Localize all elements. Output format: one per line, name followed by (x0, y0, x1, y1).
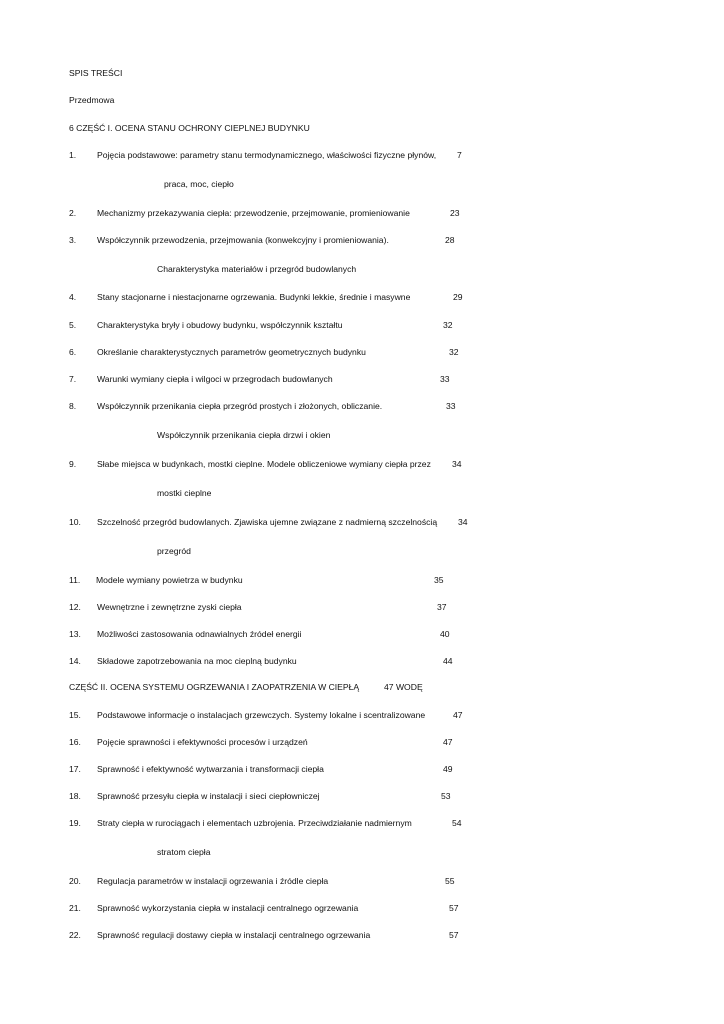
toc-entry-page: 49 (443, 764, 453, 774)
part2-heading: CZĘŚĆ II. OCENA SYSTEMU OGRZEWANIA I ZAOPATRZENIA W CIEPŁĄ (69, 682, 360, 692)
toc-entry-page: 33 (446, 401, 456, 411)
toc-entry-title: Współczynnik przewodzenia, przejmowania (konwekcyjny i promieniowania). (97, 235, 389, 245)
toc-entry-title: Współczynnik przenikania ciepła przegród prostych i złożonych, obliczanie. (97, 401, 383, 411)
toc-entry-title: Pojęcie sprawności i efektywności procesów i urządzeń (97, 737, 308, 747)
toc-entry-number: 7. (69, 374, 77, 384)
toc-entry-number: 4. (69, 292, 77, 302)
toc-entry-title-continuation: Charakterystyka materiałów i przegród budowlanych (157, 264, 357, 274)
toc-entry-number: 17. (69, 764, 81, 774)
toc-entry-page: 32 (443, 320, 453, 330)
toc-entry-title-continuation: praca, moc, ciepło (164, 179, 234, 189)
toc-entry-title: Pojęcia podstawowe: parametry stanu termodynamicznego, właściwości fizyczne płynów, (97, 150, 437, 160)
toc-entry-title: Sprawność i efektywność wytwarzania i transformacji ciepła (97, 764, 324, 774)
toc-entry-title: Modele wymiany powietrza w budynku (96, 575, 243, 585)
toc-entry-title: Warunki wymiany ciepła i wilgoci w przegrodach budowlanych (97, 374, 333, 384)
toc-entry-number: 5. (69, 320, 77, 330)
preface-line: Przedmowa (69, 95, 115, 105)
toc-entry-title: Sprawność regulacji dostawy ciepła w instalacji centralnego ogrzewania (97, 930, 371, 940)
toc-entry-page: 35 (434, 575, 444, 585)
toc-entry-page: 32 (449, 347, 459, 357)
toc-entry-title: Sprawność przesyłu ciepła w instalacji i sieci ciepłowniczej (97, 791, 320, 801)
toc-entry-title-continuation: stratom ciepła (157, 847, 211, 857)
toc-entry-title: Straty ciepła w rurociągach i elementach uzbrojenia. Przeciwdziałanie nadmiernym (97, 818, 412, 828)
toc-entry-page: 37 (437, 602, 447, 612)
toc-entry-number: 10. (69, 517, 81, 527)
toc-entry-number: 6. (69, 347, 77, 357)
toc-entry-page: 40 (440, 629, 450, 639)
toc-entry-title: Wewnętrzne i zewnętrzne zyski ciepła (97, 602, 242, 612)
toc-entry-page: 34 (458, 517, 468, 527)
toc-entry-page: 29 (453, 292, 463, 302)
toc-entry-page: 34 (452, 459, 462, 469)
toc-entry-number: 8. (69, 401, 77, 411)
toc-entry-number: 19. (69, 818, 81, 828)
toc-entry-number: 1. (69, 150, 77, 160)
part2-heading-tail: 47 WODĘ (384, 682, 423, 692)
toc-entry-number: 3. (69, 235, 77, 245)
toc-entry-page: 57 (449, 930, 459, 940)
toc-entry-title-continuation: Współczynnik przenikania ciepła drzwi i okien (157, 430, 331, 440)
toc-entry-number: 13. (69, 629, 81, 639)
toc-entry-number: 2. (69, 208, 77, 218)
toc-entry-page: 57 (449, 903, 459, 913)
toc-entry-number: 14. (69, 656, 81, 666)
toc-entry-page: 28 (445, 235, 455, 245)
toc-entry-number: 9. (69, 459, 77, 469)
toc-entry-title: Szczelność przegród budowlanych. Zjawiska ujemne związane z nadmierną szczelnością (97, 517, 438, 527)
toc-entry-number: 16. (69, 737, 81, 747)
toc-title: SPIS TREŚCI (69, 68, 123, 78)
toc-entry-title: Sprawność wykorzystania ciepła w instalacji centralnego ogrzewania (97, 903, 359, 913)
toc-entry-title: Charakterystyka bryły i obudowy budynku, współczynnik kształtu (97, 320, 343, 330)
toc-entry-title: Składowe zapotrzebowania na moc cieplną budynku (97, 656, 297, 666)
toc-entry-title: Podstawowe informacje o instalacjach grzewczych. Systemy lokalne i scentralizowane (97, 710, 426, 720)
toc-entry-page: 47 (453, 710, 463, 720)
toc-entry-page: 7 (457, 150, 462, 160)
toc-entry-number: 15. (69, 710, 81, 720)
toc-entry-page: 53 (441, 791, 451, 801)
toc-entry-title: Mechanizmy przekazywania ciepła: przewodzenie, przejmowanie, promieniowanie (97, 208, 410, 218)
toc-entry-title: Słabe miejsca w budynkach, mostki cieplne. Modele obliczeniowe wymiany ciepła przez (97, 459, 431, 469)
toc-entry-title: Regulacja parametrów w instalacji ogrzewania i źródle ciepła (97, 876, 329, 886)
toc-entry-page: 23 (450, 208, 460, 218)
toc-entry-page: 44 (443, 656, 453, 666)
toc-entry-number: 12. (69, 602, 81, 612)
toc-entry-page: 55 (445, 876, 455, 886)
toc-entry-number: 21. (69, 903, 81, 913)
toc-entry-title: Stany stacjonarne i niestacjonarne ogrzewania. Budynki lekkie, średnie i masywne (97, 292, 411, 302)
part1-heading: 6 CZĘŚĆ I. OCENA STANU OCHRONY CIEPLNEJ BUDYNKU (69, 123, 310, 133)
toc-entry-page: 54 (452, 818, 462, 828)
toc-entry-number: 18. (69, 791, 81, 801)
toc-entry-title-continuation: przegród (157, 546, 191, 556)
toc-entry-title: Określanie charakterystycznych parametrów geometrycznych budynku (97, 347, 366, 357)
toc-entry-number: 22. (69, 930, 81, 940)
toc-entry-number: 20. (69, 876, 81, 886)
toc-entry-title: Możliwości zastosowania odnawialnych źródeł energii (97, 629, 302, 639)
toc-entry-page: 47 (443, 737, 453, 747)
toc-entry-number: 11. (69, 575, 81, 585)
toc-entry-page: 33 (440, 374, 450, 384)
toc-entry-title-continuation: mostki cieplne (157, 488, 212, 498)
